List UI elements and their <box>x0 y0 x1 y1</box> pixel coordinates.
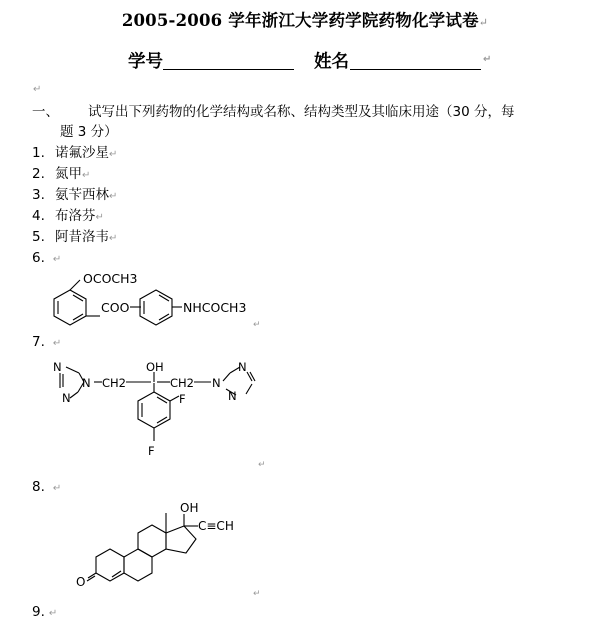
paragraph-mark: ↵ <box>483 54 492 65</box>
label-ch2: CH2 <box>170 376 194 390</box>
label-n: N <box>82 376 91 390</box>
label-ococh3: OCOCH3 <box>83 271 138 286</box>
label-n: N <box>228 389 237 403</box>
structure-q6 <box>0 265 300 333</box>
paragraph-mark: ↵ <box>253 320 261 330</box>
label-oh: OH <box>146 360 164 374</box>
name-label: 姓名 <box>314 52 349 72</box>
label-n: N <box>62 391 71 405</box>
label-oh: OH <box>180 501 199 515</box>
name-field[interactable] <box>350 69 481 70</box>
question-number-8: 8. ↵ <box>32 479 62 495</box>
student-id-field[interactable] <box>163 69 294 70</box>
page-title <box>0 7 610 31</box>
item-text: 诺氟沙星↵ <box>55 145 118 161</box>
item-number: 3. <box>32 187 45 203</box>
instruction-line-2: 题 3 分） <box>60 124 118 140</box>
label-n: N <box>212 376 221 390</box>
item-number: 1. <box>32 145 45 161</box>
item-text: 布洛芬↵ <box>55 208 104 224</box>
label-n: N <box>53 360 62 374</box>
label-n: N <box>238 360 247 374</box>
item-number: 4. <box>32 208 45 224</box>
label-ethynyl: C≡CH <box>198 519 234 533</box>
item-number: 2. <box>32 166 45 182</box>
label-f: F <box>148 444 155 458</box>
label-nhcoch3: NHCOCH3 <box>183 300 247 315</box>
instruction-line-1: 试写出下列药物的化学结构或名称、结构类型及其临床用途（30 分，每 <box>88 104 515 120</box>
item-text: 氮甲↵ <box>55 166 91 182</box>
item-text: 阿昔洛韦↵ <box>55 229 118 245</box>
item-number: 5. <box>32 229 45 245</box>
section-one-instructions <box>32 102 602 142</box>
question-number-7: 7. ↵ <box>32 334 62 350</box>
paragraph-mark: ↵ <box>33 84 42 95</box>
label-ch2: CH2 <box>102 376 126 390</box>
structure-q7 <box>0 350 300 472</box>
label-coo: COO <box>101 300 130 315</box>
label-f: F <box>179 392 186 406</box>
title-text: 2005-2006 学年浙江大学药学院药物化学试卷 <box>121 11 479 30</box>
label-o: O <box>76 575 86 589</box>
paragraph-mark: ↵ <box>253 589 261 599</box>
question-number-6: 6. ↵ <box>32 250 62 266</box>
question-number-9: 9. ↵ <box>32 604 58 620</box>
paragraph-mark: ↵ <box>258 460 266 470</box>
structure-q8 <box>0 494 300 599</box>
section-number: 一、 <box>32 104 59 120</box>
item-text: 氨苄西林↵ <box>55 187 118 203</box>
student-id-label: 学号 <box>128 52 163 72</box>
paragraph-mark: ↵ <box>478 16 489 29</box>
